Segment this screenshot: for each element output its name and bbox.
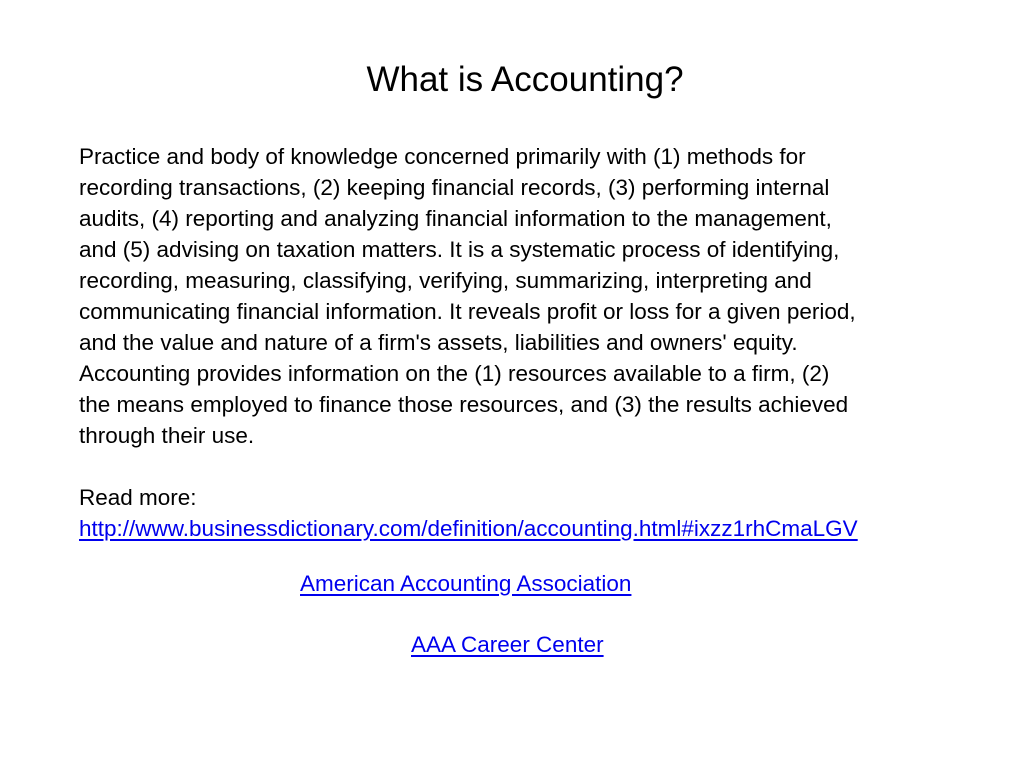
body-line: and the value and nature of a firm's assets, liabilities and owners' equity. [79, 330, 798, 355]
page-title: What is Accounting? [366, 60, 684, 99]
body-line: Accounting provides information on the (1) resources available to a firm, (2) [79, 361, 830, 386]
read-more-label: Read more: [79, 485, 197, 510]
paragraph-spacer [79, 451, 979, 482]
read-more-line [79, 513, 979, 544]
read-more-link[interactable]: http://www.businessdictionary.com/definition/accounting.html#ixzz1rhCmaLGV [79, 516, 858, 541]
body-line: communicating financial information. It reveals profit or loss for a given period, [79, 299, 856, 324]
body-line: and (5) advising on taxation matters. It is a systematic process of identifying, [79, 237, 840, 262]
definition-paragraph [79, 141, 979, 544]
body-line: the means employed to finance those resources, and (3) the results achieved [79, 392, 849, 417]
aaa-career-center-link[interactable]: AAA Career Center [411, 632, 604, 657]
body-line: recording, measuring, classifying, verifying, summarizing, interpreting and [79, 268, 812, 293]
body-line: audits, (4) reporting and analyzing financial information to the management, [79, 206, 832, 231]
body-line: recording transactions, (2) keeping financial records, (3) performing internal [79, 175, 830, 200]
body-line: through their use. [79, 423, 255, 448]
american-accounting-association-link[interactable]: American Accounting Association [300, 571, 632, 596]
body-line: Practice and body of knowledge concerned primarily with (1) methods for [79, 144, 806, 169]
